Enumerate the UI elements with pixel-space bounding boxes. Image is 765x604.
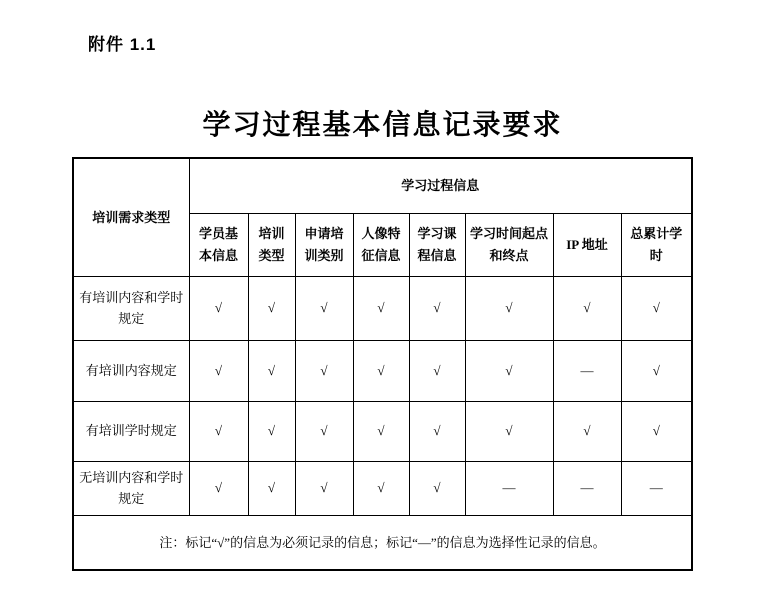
requirements-table xyxy=(72,157,693,571)
value-cell: √ xyxy=(621,401,692,461)
column-header-time-start-end: 学习时间起点和终点 xyxy=(465,213,553,276)
value-cell: √ xyxy=(353,276,409,340)
corner-header: 培训需求类型 xyxy=(73,158,189,276)
value-cell: √ xyxy=(409,401,465,461)
value-cell: √ xyxy=(295,461,353,515)
value-cell: √ xyxy=(353,340,409,401)
value-cell: √ xyxy=(248,340,295,401)
value-cell: √ xyxy=(295,276,353,340)
column-header-training-type: 培训类型 xyxy=(248,213,295,276)
value-cell: — xyxy=(465,461,553,515)
column-header-applied-category: 申请培训类别 xyxy=(295,213,353,276)
row-label: 无培训内容和学时规定 xyxy=(73,461,189,515)
value-cell: √ xyxy=(295,401,353,461)
column-header-total-hours: 总累计学时 xyxy=(621,213,692,276)
attachment-label: 附件 1.1 xyxy=(88,35,157,54)
table-row xyxy=(73,461,692,515)
group-header-row xyxy=(73,158,692,213)
value-cell: — xyxy=(553,340,621,401)
value-cell: √ xyxy=(465,340,553,401)
table-row xyxy=(73,276,692,340)
column-header-face-features: 人像特征信息 xyxy=(353,213,409,276)
group-header: 学习过程信息 xyxy=(189,158,692,213)
table-note: 注：标记“√”的信息为必须记录的信息；标记“—”的信息为选择性记录的信息。 xyxy=(73,515,692,570)
value-cell: √ xyxy=(353,401,409,461)
row-label: 有培训内容规定 xyxy=(73,340,189,401)
value-cell: — xyxy=(553,461,621,515)
value-cell: √ xyxy=(189,401,248,461)
value-cell: √ xyxy=(409,340,465,401)
value-cell: √ xyxy=(189,461,248,515)
row-label: 有培训学时规定 xyxy=(73,401,189,461)
value-cell: √ xyxy=(189,340,248,401)
value-cell: — xyxy=(621,461,692,515)
note-row xyxy=(73,515,692,570)
table-row xyxy=(73,401,692,461)
value-cell: √ xyxy=(409,276,465,340)
column-header-ip-address: IP 地址 xyxy=(553,213,621,276)
value-cell: √ xyxy=(553,276,621,340)
row-label: 有培训内容和学时规定 xyxy=(73,276,189,340)
value-cell: √ xyxy=(465,276,553,340)
column-header-student-info: 学员基本信息 xyxy=(189,213,248,276)
value-cell: √ xyxy=(248,401,295,461)
value-cell: √ xyxy=(353,461,409,515)
value-cell: √ xyxy=(295,340,353,401)
value-cell: √ xyxy=(621,276,692,340)
value-cell: √ xyxy=(465,401,553,461)
value-cell: √ xyxy=(189,276,248,340)
table-row xyxy=(73,340,692,401)
value-cell: √ xyxy=(248,461,295,515)
value-cell: √ xyxy=(248,276,295,340)
column-header-course-info: 学习课程信息 xyxy=(409,213,465,276)
page-title: 学习过程基本信息记录要求 xyxy=(202,110,563,141)
value-cell: √ xyxy=(553,401,621,461)
value-cell: √ xyxy=(621,340,692,401)
value-cell: √ xyxy=(409,461,465,515)
